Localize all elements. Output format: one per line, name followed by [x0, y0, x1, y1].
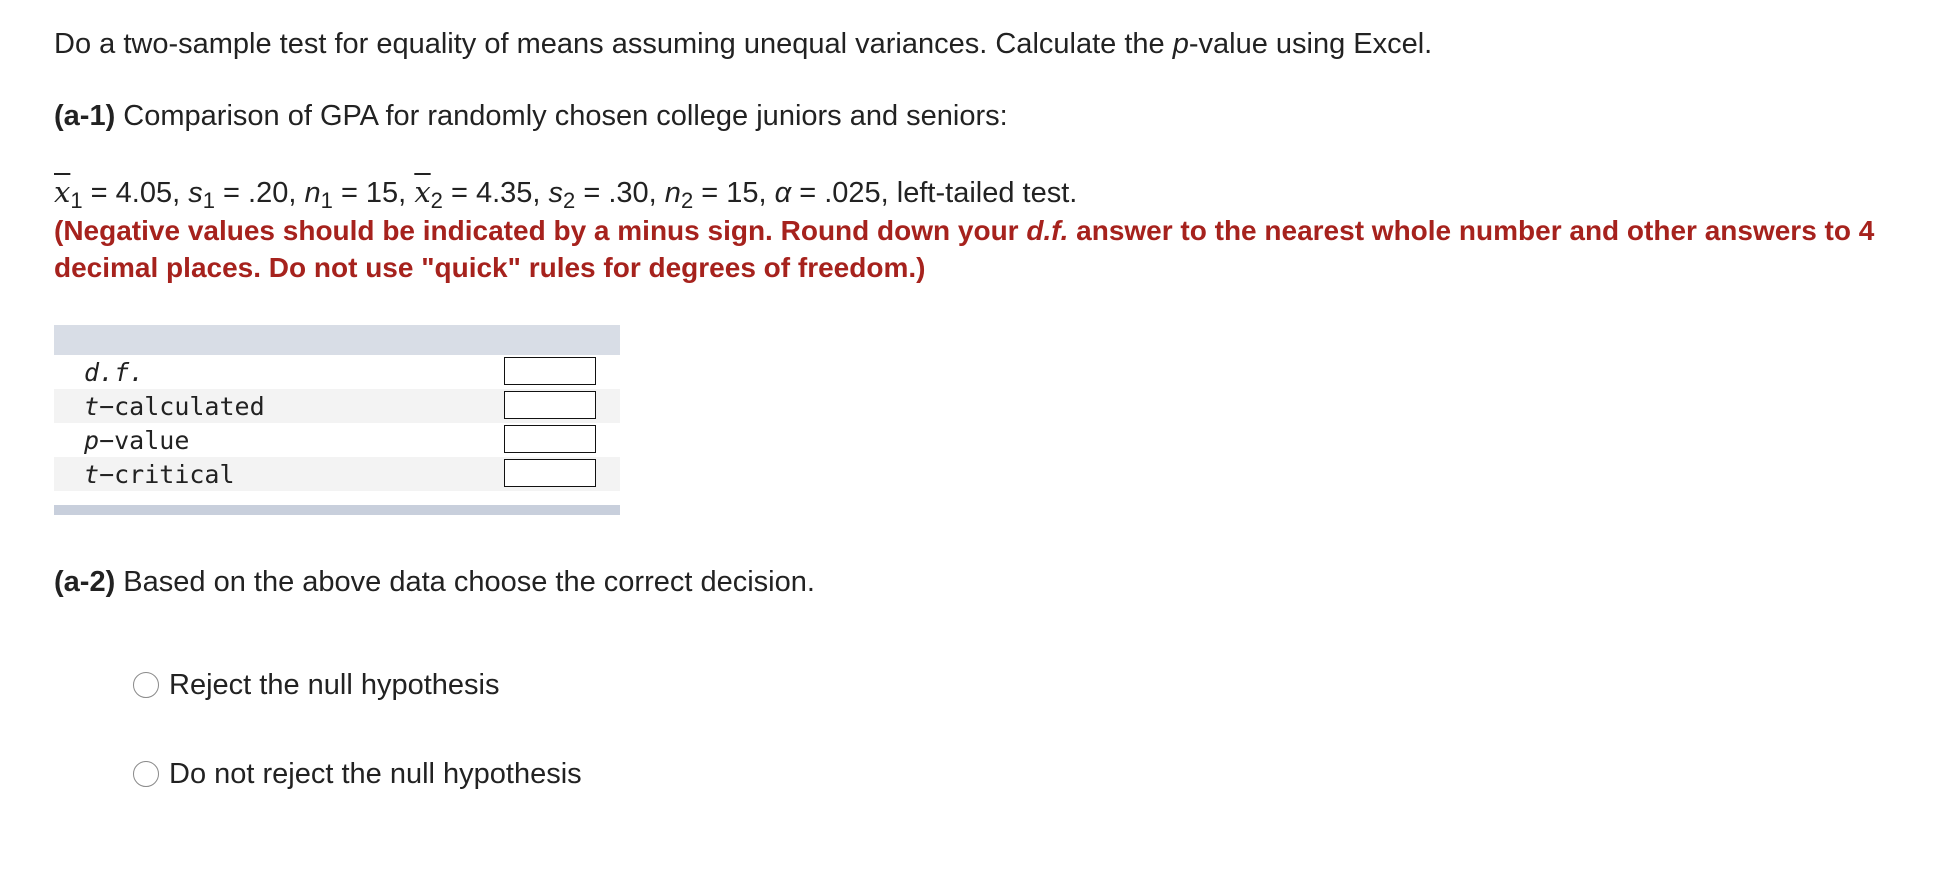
answer-row-t-critical [54, 457, 620, 491]
x1-value: = 4.05, [90, 177, 181, 209]
do-not-reject-label[interactable]: Do not reject the null hypothesis [169, 758, 582, 790]
s1-subscript: 1 [202, 188, 215, 213]
answer-row-p-value [54, 423, 620, 457]
n2-value: = 15, [701, 177, 767, 209]
intro-text-start: Do a two-sample test for equality of means assuming unequal variances. Calculate the [54, 28, 1173, 60]
t-calculated-label-italic: t [84, 391, 100, 421]
reject-radio-button[interactable] [133, 672, 159, 698]
t-critical-input[interactable] [504, 459, 596, 487]
alpha-value: = .025, [799, 177, 889, 209]
n1-value: = 15, [340, 177, 407, 209]
t-calculated-input[interactable] [504, 391, 596, 419]
t-calculated-label [54, 392, 265, 421]
part-a2-tag: (a-2) [54, 566, 116, 598]
p-value-label [54, 426, 189, 455]
do-not-reject-radio-button[interactable] [133, 761, 159, 787]
alpha-symbol: α [774, 177, 792, 209]
table-header-band [54, 325, 620, 355]
t-calculated-label-rest: −calculated [99, 391, 265, 421]
instructions-df-italic: d.f. [1026, 215, 1069, 246]
part-a1-tag: (a-1) [54, 100, 116, 132]
s1-symbol: s [188, 177, 203, 209]
intro-text-end: -value using Excel. [1188, 28, 1433, 60]
df-label-italic: d.f. [84, 357, 145, 387]
part-a1-text: Comparison of GPA for randomly chosen college juniors and seniors: [123, 100, 1008, 132]
s2-symbol: s [548, 177, 564, 209]
p-value-input[interactable] [504, 425, 596, 453]
p-value-label-italic: p [84, 425, 100, 455]
test-type: left-tailed test. [896, 177, 1078, 209]
answer-table [54, 325, 620, 515]
n1-subscript: 1 [320, 188, 333, 213]
question-intro [54, 24, 1432, 64]
rounding-instructions [54, 212, 1894, 286]
df-label [54, 358, 144, 387]
choice-do-not-reject-null[interactable] [133, 754, 582, 794]
x1-subscript: 1 [70, 188, 83, 213]
choice-reject-null[interactable] [133, 665, 499, 705]
part-a2-text: Based on the above data choose the correct decision. [123, 566, 815, 598]
instructions-start: (Negative values should be indicated by a minus sign. Round down your [54, 215, 1027, 246]
df-input[interactable] [504, 357, 596, 385]
answer-row-t-calculated [54, 389, 620, 423]
s2-subscript: 2 [563, 188, 576, 213]
answer-row-df [54, 355, 620, 389]
x1-bar-symbol: $\overline{x}$ [54, 175, 71, 209]
x2-value: = 4.35, [450, 177, 541, 209]
x2-bar-symbol: $\overline{x}$ [414, 175, 431, 209]
n2-subscript: 2 [680, 188, 694, 213]
reject-label[interactable]: Reject the null hypothesis [169, 669, 500, 701]
given-values [54, 172, 1077, 213]
t-critical-label-italic: t [84, 459, 100, 489]
s1-value: = .20, [223, 177, 297, 209]
table-footer-band [54, 505, 620, 515]
x2-subscript: 2 [430, 188, 443, 213]
part-a1-heading [54, 96, 1008, 136]
n1-symbol: n [304, 177, 321, 209]
instructions-end: answer to the nearest whole number and other answers to 4 decimal places. Do not use "quick" rules for degrees of freedom.) [54, 215, 1875, 283]
p-value-label-rest: −value [99, 425, 190, 455]
t-critical-label [54, 460, 235, 489]
intro-p-italic: p [1172, 28, 1189, 60]
part-a2-heading [54, 562, 815, 602]
n2-symbol: n [664, 177, 681, 209]
s2-value: = .30, [583, 177, 657, 209]
t-critical-label-rest: −critical [99, 459, 235, 489]
